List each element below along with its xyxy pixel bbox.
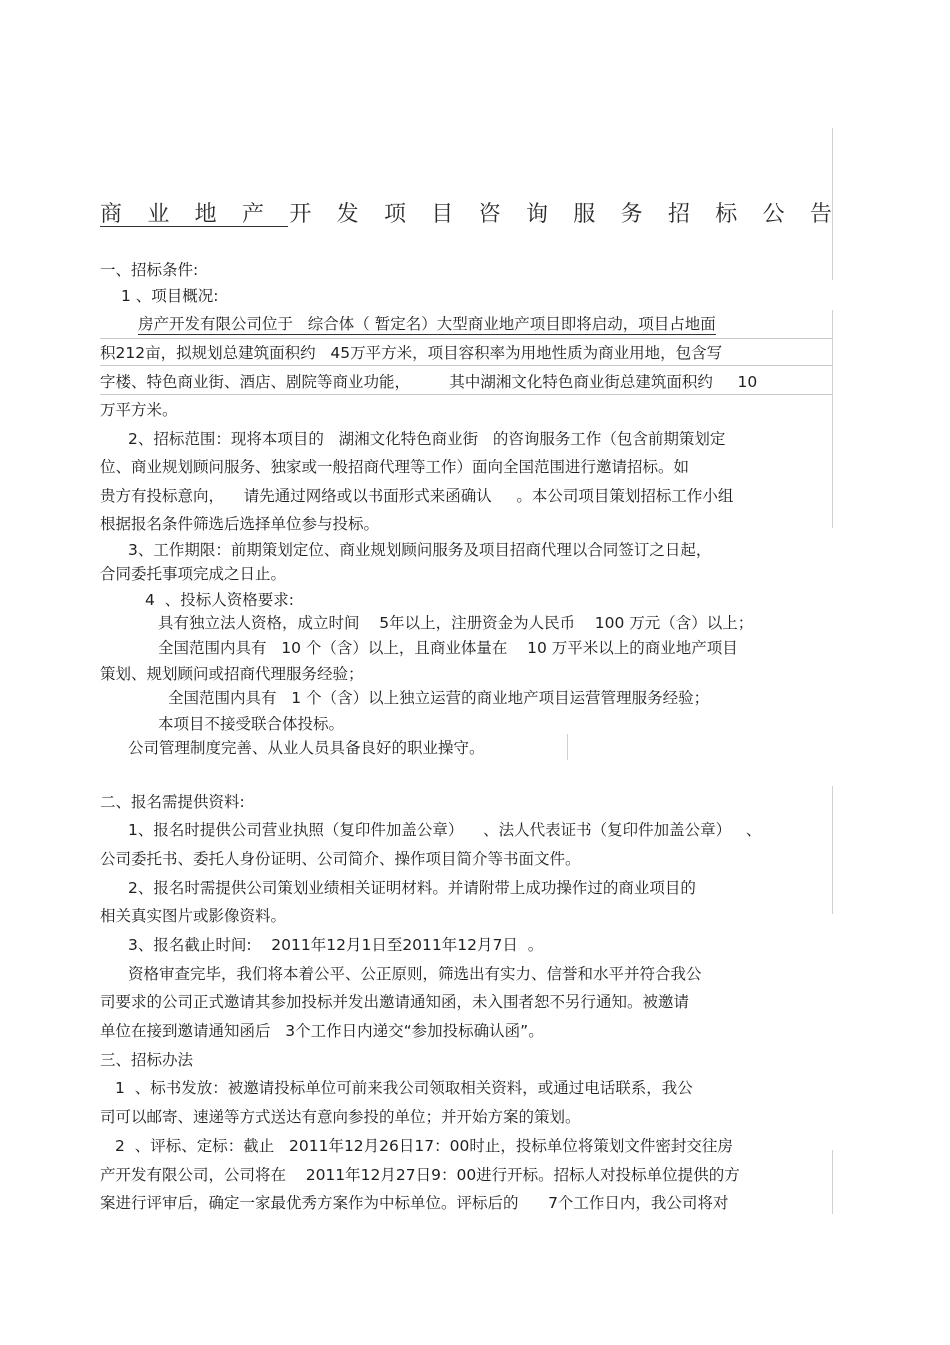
title-char: 公 <box>762 201 785 227</box>
paragraph-line: 1、报名时提供公司营业执照（复印件加盖公章） 、法人代表证书（复印件加盖公章） 、 <box>128 821 762 839</box>
paragraph-line: 司可以邮寄、速递等方式送达有意向参投的单位；并开始方案的策划。 <box>100 1108 581 1126</box>
title-char: 告 <box>809 201 832 227</box>
title-char: 询 <box>525 201 548 227</box>
paragraph-line: 具有独立法人资格，成立时间 5年以上，注册资金为人民币 100 万元（含）以上； <box>158 614 754 632</box>
paragraph-line: 相关真实图片或影像资料。 <box>100 907 287 925</box>
title-char: 标 <box>715 201 738 227</box>
paragraph-line: 3、工作期限：前期策划定位、商业规划顾问服务及项目招商代理以合同签订之日起， <box>128 541 712 559</box>
paragraph-line: 万平方米。 <box>100 401 178 419</box>
title-char: 务 <box>620 201 643 227</box>
title-char: 目 <box>431 201 454 227</box>
border-line <box>832 786 833 914</box>
paragraph-line: 全国范围内具有 10 个（含）以上，且商业体量在 10 万平米以上的商业地产项目 <box>158 639 738 657</box>
title-char: 招 <box>667 201 690 227</box>
border-line <box>100 394 832 395</box>
title-char: 业 <box>147 201 170 227</box>
section-heading: 二、报名需提供资料: <box>100 793 245 811</box>
paragraph-line: 贵方有投标意向， 请先通过网络或以书面形式来函确认 。本公司项目策划招标工作小组 <box>100 487 734 505</box>
paragraph-line: 1 、标书发放：被邀请投标单位可前来我公司领取相关资料，或通过电话联系，我公 <box>115 1079 693 1097</box>
paragraph-line: 根据报名条件筛选后选择单位参与投标。 <box>100 515 380 533</box>
paragraph-line: 2 、评标、定标：截止 2011年12月26日17：00时止，投标单位将策划文件密封交往房 <box>115 1137 733 1155</box>
border-line <box>832 310 833 528</box>
section-heading: 一、招标条件: <box>100 261 199 279</box>
title-char: 咨 <box>478 201 501 227</box>
border-line <box>832 1150 833 1214</box>
title-char: 服 <box>573 201 596 227</box>
title-char: 产 <box>241 201 264 227</box>
paragraph-line: 房产开发有限公司位于 综合体（ 暂定名）大型商业地产项目即将启动，项目占地面 <box>138 315 716 333</box>
title-char: 商 <box>100 201 123 227</box>
border-line <box>567 734 568 760</box>
subheading: 1 、项目概况: <box>121 287 219 305</box>
title-char: 地 <box>194 201 217 227</box>
paragraph-line: 资格审查完毕，我们将本着公平、公正原则，筛选出有实力、信誉和水平并符合我公 <box>128 965 702 983</box>
title-char: 项 <box>383 201 406 227</box>
paragraph-line: 字楼、特色商业街、酒店、剧院等商业功能， 其中湖湘文化特色商业街总建筑面积约 10 <box>100 373 758 391</box>
document-title <box>100 196 832 228</box>
paragraph-line: 产开发有限公司，公司将在 2011年12月27日9：00进行开标。招标人对投标单位提供的方 <box>100 1166 740 1184</box>
paragraph-line: 位、商业规划顾问服务、独家或一般招商代理等工作）面向全国范围进行邀请招标。如 <box>100 458 690 476</box>
paragraph-line: 3、报名截止时间: 2011年12月1日至2011年12月7日 。 <box>128 936 544 954</box>
border-line <box>100 338 832 339</box>
paragraph-line: 合同委托事项完成之日止。 <box>100 565 287 583</box>
paragraph-line: 单位在接到邀请通知函后 3个工作日内递交“参加投标确认函”。 <box>100 1022 544 1040</box>
paragraph-line: 积212亩，拟规划总建筑面积约 45万平方米，项目容积率为用地性质为商业用地，包含写 <box>100 344 723 362</box>
paragraph-line: 公司委托书、委托人身份证明、公司简介、操作项目简介等书面文件。 <box>100 850 581 868</box>
title-underline <box>100 226 288 227</box>
border-line <box>100 365 832 366</box>
border-line <box>832 128 833 280</box>
title-char: 开 <box>289 201 312 227</box>
section-heading: 三、招标办法 <box>100 1051 194 1069</box>
paragraph-line: 全国范围内具有 1 个（含）以上独立运营的商业地产项目运营管理服务经验； <box>168 689 710 707</box>
paragraph-line: 2、招标范围：现将本项目的 湖湘文化特色商业街 的咨询服务工作（包含前期策划定 <box>128 430 726 448</box>
paragraph-line: 公司管理制度完善、从业人员具备良好的职业操守。 <box>128 739 485 757</box>
paragraph-line: 2、报名时需提供公司策划业绩相关证明材料。并请附带上成功操作过的商业项目的 <box>128 879 696 897</box>
subheading: 4 、投标人资格要求: <box>145 591 294 609</box>
paragraph-line: 案进行评审后，确定一家最优秀方案作为中标单位。评标后的 7个工作日内，我公司将对 <box>100 1194 729 1212</box>
title-char: 发 <box>336 201 359 227</box>
paragraph-line: 策划、规划顾问或招商代理服务经验； <box>100 665 364 683</box>
paragraph-line: 本项目不接受联合体投标。 <box>158 715 345 733</box>
paragraph-line: 司要求的公司正式邀请其参加投标并发出邀请通知函，未入围者恕不另行通知。被邀请 <box>100 993 690 1011</box>
